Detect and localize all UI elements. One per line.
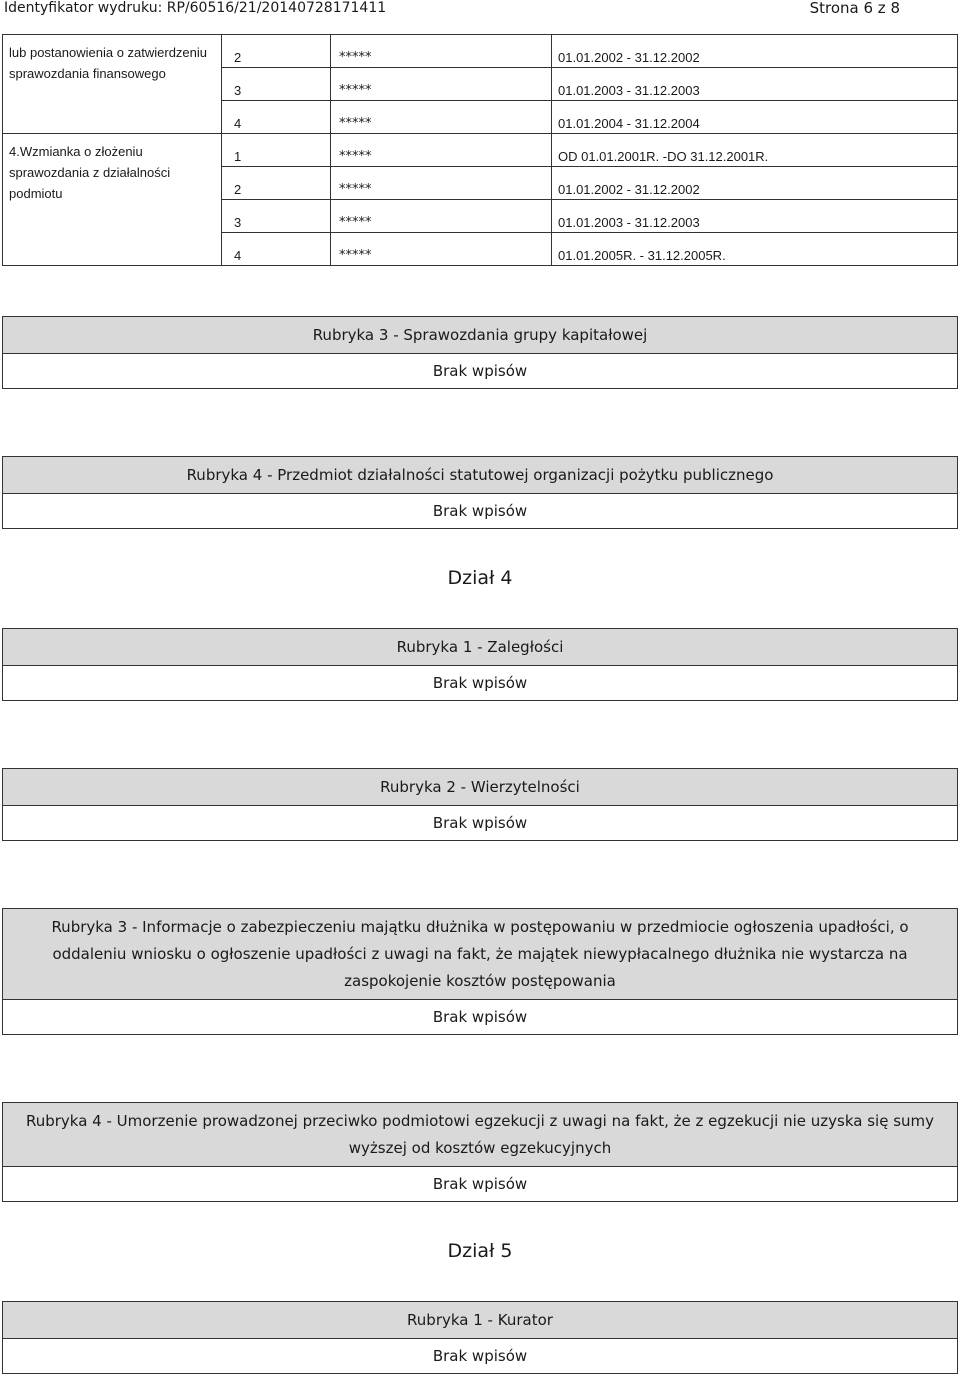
- table-row: [222, 233, 957, 266]
- dzial-heading: Dział 4: [447, 567, 513, 589]
- register-table: [2, 34, 958, 266]
- row-masked-value: *****: [331, 167, 552, 200]
- row-period: 01.01.2004 - 31.12.2004: [558, 116, 700, 131]
- section-status: Brak wpisów: [432, 1175, 528, 1193]
- section-title: Rubryka 1 - Zaległości: [3, 629, 957, 666]
- section-status: Brak wpisów: [432, 1008, 528, 1026]
- section-title: Rubryka 3 - Sprawozdania grupy kapitałowej: [3, 317, 957, 354]
- section-status: Brak wpisów: [432, 674, 528, 692]
- section-box: [2, 456, 958, 529]
- row-number: 4: [222, 101, 331, 134]
- row-number: 2: [222, 167, 331, 200]
- row-masked-value: *****: [331, 233, 552, 266]
- table-row: [222, 101, 957, 134]
- page-number: Strona 6 z 8: [809, 0, 900, 17]
- row-masked-value: *****: [331, 101, 552, 134]
- section-box: [2, 1301, 958, 1374]
- row-number: 3: [222, 200, 331, 233]
- table-row: [222, 134, 957, 167]
- section-status: Brak wpisów: [432, 502, 528, 520]
- row-period: 01.01.2003 - 31.12.2003: [552, 200, 958, 233]
- table-row: [222, 68, 957, 101]
- section-box: [2, 316, 958, 389]
- table-row: [222, 200, 957, 233]
- row-period: 01.01.2002 - 31.12.2002: [552, 167, 958, 200]
- section-title: Rubryka 4 - Umorzenie prowadzonej przeciwko podmiotowi egzekucji z uwagi na fakt, że z egzekucji nie uzyska się sumy wyższej od kosztów egzekucyjnych: [3, 1103, 957, 1167]
- row-period: OD 01.01.2001R. -DO 31.12.2001R.: [552, 134, 958, 167]
- section-box: [2, 1102, 958, 1202]
- table-row: [222, 167, 957, 200]
- print-identifier: Identyfikator wydruku: RP/60516/21/20140728171411: [4, 0, 387, 16]
- row-number: 3: [222, 68, 331, 101]
- row-masked-value: *****: [331, 200, 552, 233]
- row-period: 01.01.2005R. - 31.12.2005R.: [558, 248, 726, 263]
- section-box: [2, 908, 958, 1035]
- row-number: 4: [222, 233, 331, 266]
- section-box: [2, 628, 958, 701]
- row-masked-value: *****: [331, 68, 552, 101]
- row-period: 01.01.2003 - 31.12.2003: [552, 68, 958, 101]
- table-group: [3, 134, 958, 266]
- group-label: 4.Wzmianka o złożeniu sprawozdania z działalności podmiotu: [3, 134, 222, 266]
- row-masked-value: *****: [331, 134, 552, 167]
- dzial-heading: Dział 5: [447, 1240, 513, 1262]
- row-number: 2: [222, 35, 331, 68]
- table-row: [222, 35, 957, 68]
- section-box: [2, 768, 958, 841]
- group-label: lub postanowienia o zatwierdzeniu sprawozdania finansowego: [3, 35, 222, 134]
- row-masked-value: *****: [331, 35, 552, 68]
- section-status: Brak wpisów: [432, 814, 528, 832]
- print-header: [0, 0, 960, 22]
- section-title: Rubryka 4 - Przedmiot działalności statutowej organizacji pożytku publicznego: [3, 457, 957, 494]
- section-status: Brak wpisów: [432, 1347, 528, 1365]
- section-title: Rubryka 3 - Informacje o zabezpieczeniu majątku dłużnika w postępowaniu w przedmiocie ogłoszenia upadłości, o oddaleniu wniosku o ogłoszenie upadłości z uwagi na fakt, że majątek niewypłacalnego dłużnika nie wystarcza na zaspokojenie kosztów postępowania: [3, 909, 957, 1000]
- section-title: Rubryka 1 - Kurator: [3, 1302, 957, 1339]
- section-title: Rubryka 2 - Wierzytelności: [3, 769, 957, 806]
- section-status: Brak wpisów: [432, 362, 528, 380]
- table-group: [3, 35, 958, 134]
- row-period: 01.01.2002 - 31.12.2002: [552, 35, 958, 68]
- row-number: 1: [222, 134, 331, 167]
